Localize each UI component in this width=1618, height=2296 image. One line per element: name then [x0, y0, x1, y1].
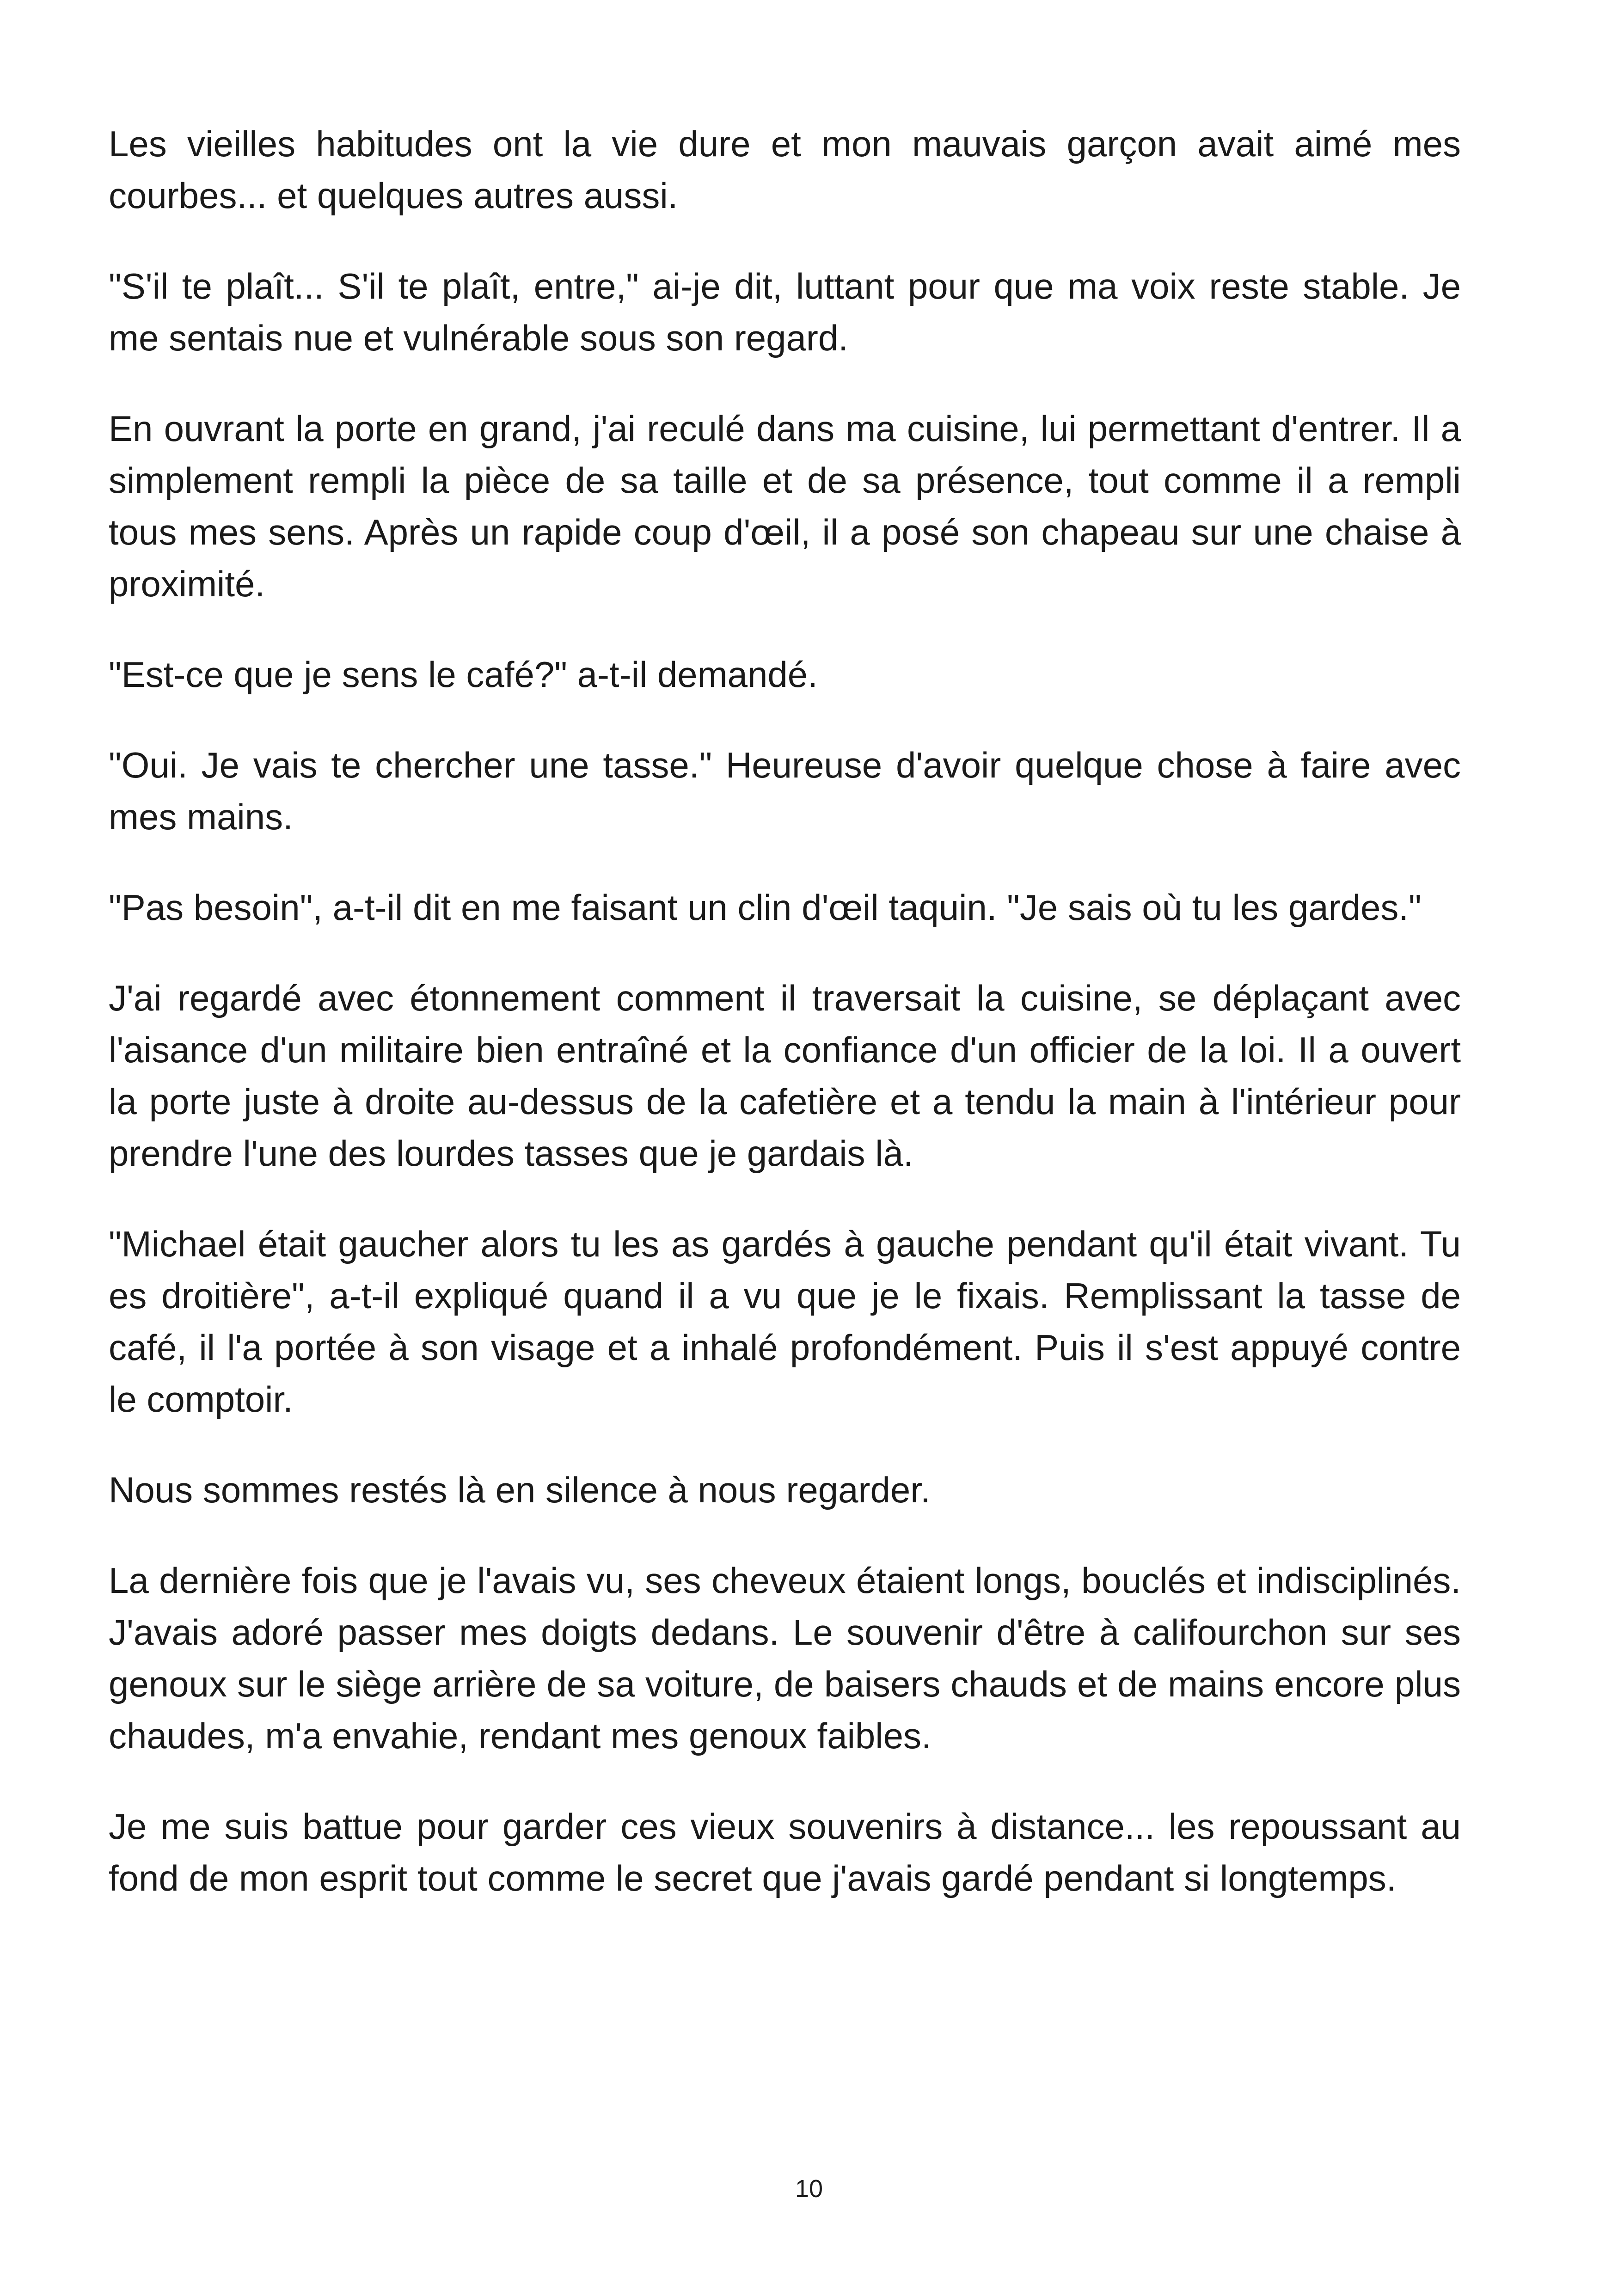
paragraph-7: J'ai regardé avec étonnement comment il traversait la cuisine, se déplaçant avec l'aisance d'un militaire bien entraîné et la confiance d'un officier de la loi. Il a ouvert la porte juste à droite au-dessus de la cafetière et a tendu la main à l'intérieur pour prendre l'une des lourdes tasses que je gardais là.	[109, 978, 1461, 1174]
paragraph-11: Je me suis battue pour garder ces vieux souvenirs à distance... les repoussant au fond de mon esprit tout comme le secret que j'avais gardé pendant si longtemps.	[109, 1806, 1461, 1898]
paragraph-5: "Oui. Je vais te chercher une tasse." Heureuse d'avoir quelque chose à faire avec mes mains.	[109, 745, 1461, 837]
paragraph-2: "S'il te plaît... S'il te plaît, entre," ai-je dit, luttant pour que ma voix reste stable. Je me sentais nue et vulnérable sous son regard.	[109, 266, 1461, 358]
body-text	[109, 118, 1461, 1943]
paragraph-1: Les vieilles habitudes ont la vie dure et mon mauvais garçon avait aimé mes courbes... et quelques autres aussi.	[109, 123, 1461, 216]
paragraph-4: "Est-ce que je sens le café?" a-t-il demandé.	[109, 654, 818, 695]
paragraph-3: En ouvrant la porte en grand, j'ai reculé dans ma cuisine, lui permettant d'entrer. Il a simplement rempli la pièce de sa taille et de sa présence, tout comme il a rempli tous mes sens. Après un rapide coup d'œil, il a posé son chapeau sur une chaise à proximité.	[109, 408, 1461, 604]
paragraph-8: "Michael était gaucher alors tu les as gardés à gauche pendant qu'il était vivant. Tu es droitière", a-t-il expliqué quand il a vu que je le fixais. Remplissant la tasse de café, il l'a portée à son visage et a inhalé profondément. Puis il s'est appuyé contre le comptoir.	[109, 1224, 1461, 1420]
page-number: 10	[795, 2175, 823, 2203]
paragraph-6: "Pas besoin", a-t-il dit en me faisant un clin d'œil taquin. "Je sais où tu les gardes."	[109, 887, 1422, 928]
paragraph-9: Nous sommes restés là en silence à nous regarder.	[109, 1469, 931, 1510]
paragraph-10: La dernière fois que je l'avais vu, ses cheveux étaient longs, bouclés et indisciplinés. J'avais adoré passer mes doigts dedans. Le souvenir d'être à califourchon sur ses genoux sur le siège arrière de sa voiture, de baisers chauds et de mains encore plus chaudes, m'a envahie, rendant mes genoux faibles.	[109, 1560, 1461, 1756]
